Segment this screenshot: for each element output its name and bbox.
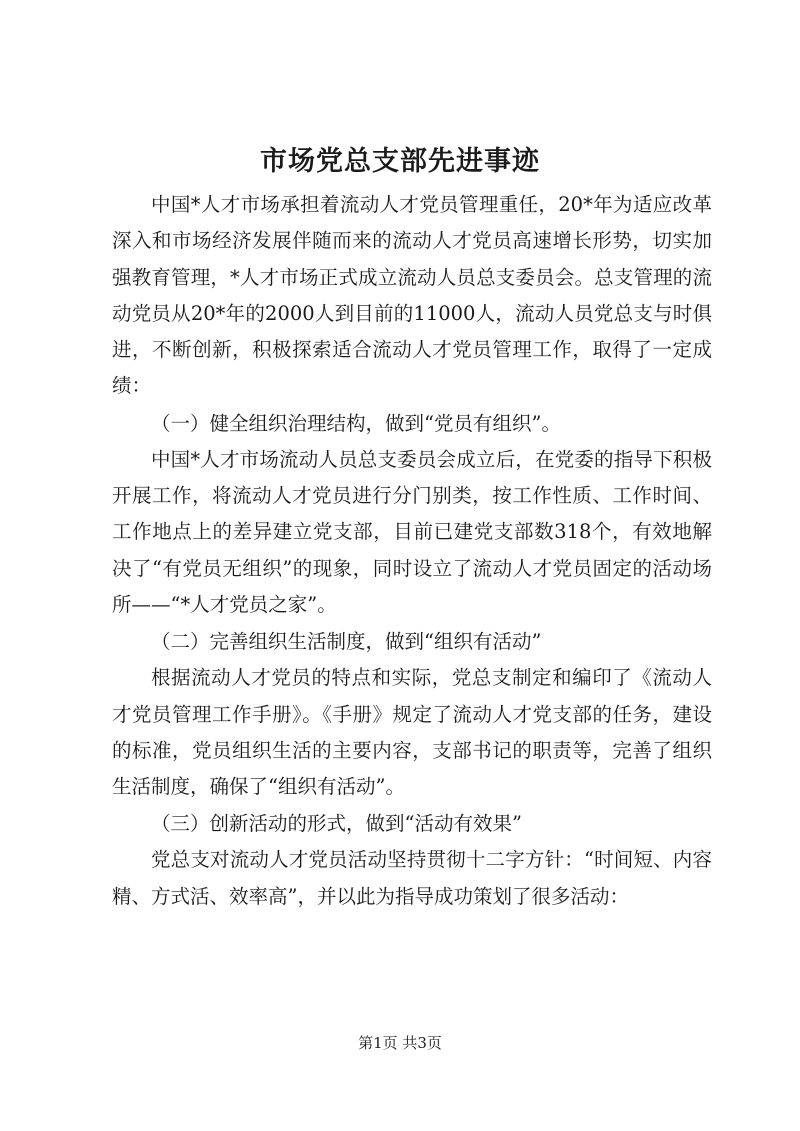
document-title: 市场党总支部先进事迹 (260, 146, 540, 177)
paragraph-intro: 中国*人才市场承担着流动人才党员管理重任，20*年为适应改革深入和市场经济发展伴随而来的流动人才党员高速增长形势，切实加强教育管理，*人才市场正式成立流动人员总支委员会。总支管理的流动党员从20*年的2000人到目前的11000人，流动人员党总支与时俱进，不断创新，积极探索适合流动人才党员管理工作，取得了一定成绩： (112, 193, 712, 398)
paragraph-section-1: 中国*人才市场流动人员总支委员会成立后，在党委的指导下积极开展工作，将流动人才党员进行分门别类，按工作性质、工作时间、工作地点上的差异建立党支部，目前已建党支部数318个，有效地解决了“有党员无组织”的现象，同时设立了流动人才党员固定的活动场所——“*人才党员之家”。 (112, 447, 712, 616)
page-number-footer: 第1页 共3页 (358, 1034, 442, 1052)
section-heading-2: （二）完善组织生活制度，做到“组织有活动” (151, 630, 542, 654)
document-body (112, 187, 712, 915)
section-heading-1: （一）健全组织治理结构，做到“党员有组织”。 (151, 411, 561, 435)
paragraph-section-3: 党总支对流动人才党员活动坚持贯彻十二字方针：“时间短、内容精、方式活、效率高”，并以此为指导成功策划了很多活动： (112, 848, 712, 908)
paragraph-section-2: 根据流动人才党员的特点和实际，党总支制定和编印了《流动人才党员管理工作手册》。《手册》规定了流动人才党支部的任务，建设的标准，党员组织生活的主要内容，支部书记的职责等，完善了组织生活制度，确保了“组织有活动”。 (112, 666, 712, 799)
section-heading-3: （三）创新活动的形式，做到“活动有效果” (151, 812, 522, 836)
